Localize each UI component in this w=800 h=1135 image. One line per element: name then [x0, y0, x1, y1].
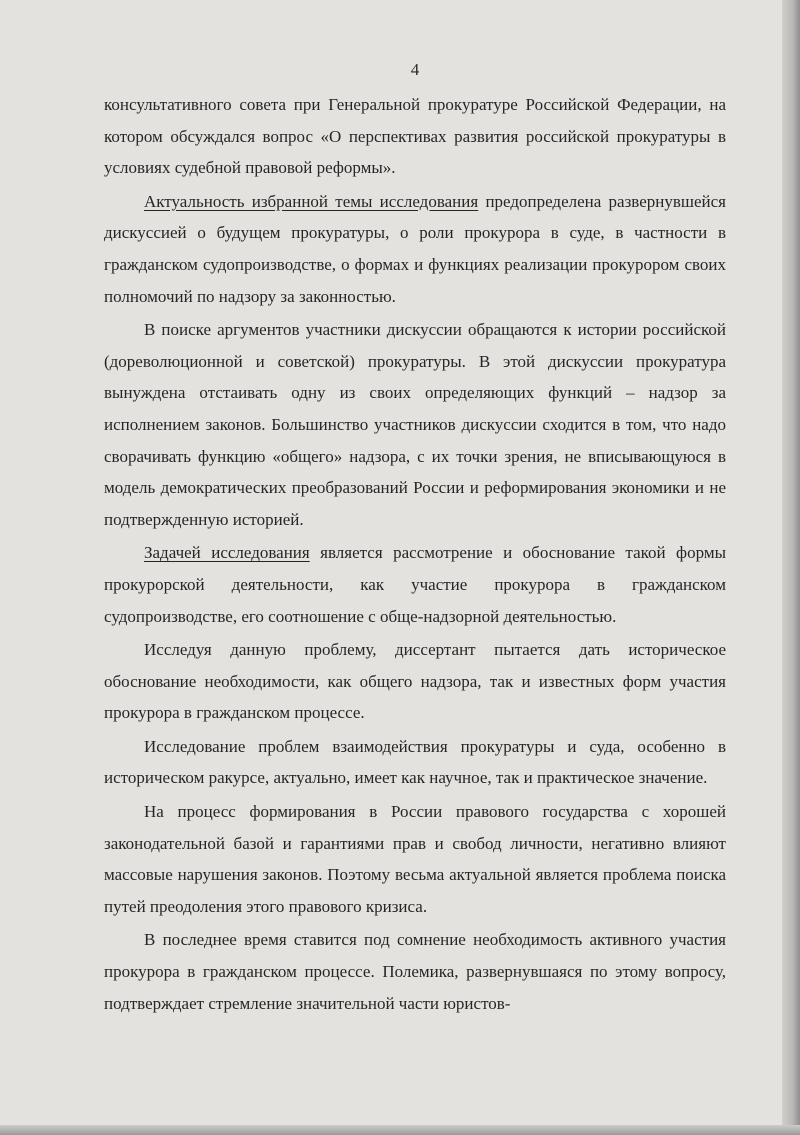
paragraph-recent: В последнее время ставится под сомнение необходимость активного участия прокурора в гражданском процессе. Полемика, развернувшаяся по этому вопросу, подтверждает стремление значительной части юристов- [104, 930, 726, 1013]
document-body [104, 89, 726, 1021]
page-edge-shadow [782, 0, 800, 1135]
paragraph-continuation: консультативного совета при Генеральной прокуратуре Российской Федерации, на котором обсуждался вопрос «О перспективах развития российской прокуратуры в условиях судебной правовой реформы». [104, 95, 726, 178]
paragraph-relevance [104, 186, 726, 312]
page-number: 4 [410, 60, 420, 79]
paragraph-rule-of-law: На процесс формирования в России правового государства с хорошей законодательной базой и гарантиями прав и свобод личности, негативно влияют массовые нарушения законов. Поэтому весьма актуальной является проблема поиска путей преодоления этого правового кризиса. [104, 802, 726, 916]
relevance-text: предопределена развернувшейся дискуссией о будущем прокуратуры, о роли прокурора в суде, в частности в гражданском судопроизводстве, о формах и функциях реализации прокурором своих полномочий по надзору за законностью. [104, 191, 726, 306]
relevance-heading: Актуальность избранной темы исследования [144, 191, 479, 211]
objective-text: является рассмотрение и обоснование такой формы прокурорской деятельности, как участие прокурора в гражданском судопроизводстве, его соотношение с обще-надзорной деятельностью. [104, 543, 726, 626]
page-bottom-edge [0, 1125, 800, 1135]
paragraph-research: Исследуя данную проблему, диссертант пытается дать историческое обоснование необходимости, как общего надзора, так и известных форм участия прокурора в гражданском процессе. [104, 640, 726, 723]
paragraph-significance: Исследование проблем взаимодействия прокуратуры и суда, особенно в историческом ракурсе, актуально, имеет как научное, так и практическое значение. [104, 736, 726, 788]
paragraph-objective [104, 537, 726, 632]
objective-heading: Задачей исследования [144, 543, 310, 563]
paragraph-arguments: В поиске аргументов участники дискуссии обращаются к истории российской (дореволюционной и советской) прокуратуры. В этой дискуссии прокуратура вынуждена отстаивать одну из своих определяющих функций – надзор за исполнением законов. Большинство участников дискуссии сходится в том, что надо сворачивать функцию «общего» надзора, с их точки зрения, не вписывающуюся в модель демократических преобразований России и реформирования экономики и не подтвержденную историей. [104, 320, 726, 529]
